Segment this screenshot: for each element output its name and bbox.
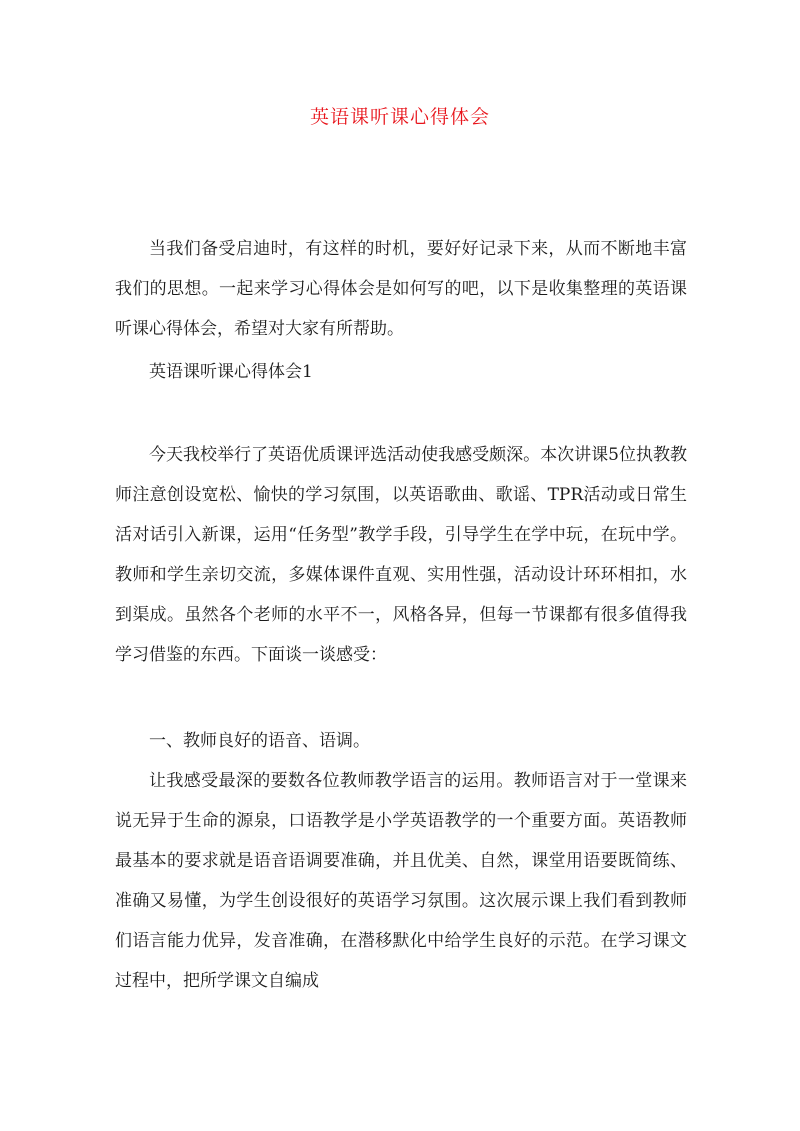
- intro-paragraph: 当我们备受启迪时，有这样的时机，要好好记录下来，从而不断地丰富我们的思想。一起来学习心得体会是如何写的吧，以下是收集整理的英语课听课心得体会，希望对大家有所帮助。: [115, 239, 687, 339]
- section-title: 英语课听课心得体会1: [149, 362, 313, 382]
- body-paragraph-1: 今天我校举行了英语优质课评选活动使我感受颇深。本次讲课5位执教教师注意创设宽松、愉快的学习氛围，以英语歌曲、歌谣、TPR活动或日常生活对话引入新课，运用“任务型”教学手段，引导学生在学中玩，在玩中学。教师和学生亲切交流，多媒体课件直观、实用性强，活动设计环环相扣，水到渠成。虽然各个老师的水平不一，风格各异，但每一节课都有很多值得我学习借鉴的东西。下面谈一谈感受：: [115, 445, 687, 665]
- document-title: 英语课听课心得体会: [309, 106, 490, 128]
- section-heading-1: 一、教师良好的语音、语调。: [149, 731, 370, 751]
- body-paragraph-2: 让我感受最深的要数各位教师教学语言的运用。教师语言对于一堂课来说无异于生命的源泉，口语教学是小学英语教学的一个重要方面。英语教师最基本的要求就是语音语调要准确，并且优美、自然，课堂用语要既简练、准确又易懂，为学生创设很好的英语学习氛围。这次展示课上我们看到教师们语言能力优异，发音准确，在潜移默化中给学生良好的示范。在学习课文过程中，把所学课文自编成: [115, 771, 687, 991]
